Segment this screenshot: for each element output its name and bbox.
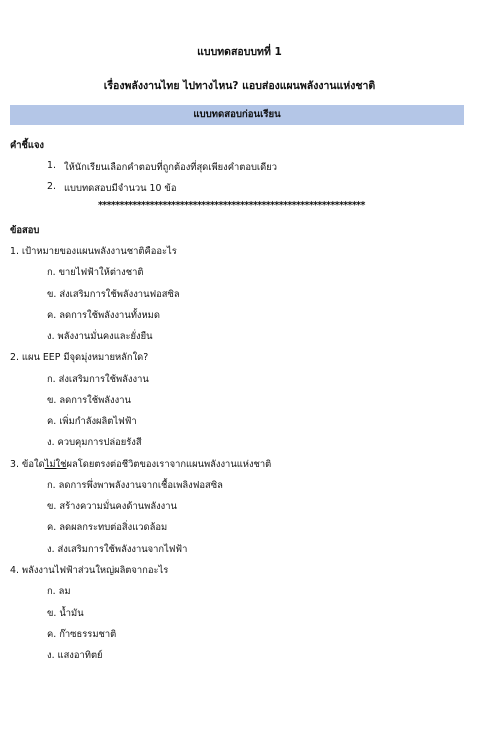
- instruction-text: แบบทดสอบมีจำนวน 10 ข้อ: [64, 183, 177, 194]
- question-3: [10, 457, 271, 472]
- instruction-number: 2.: [47, 181, 56, 192]
- question-3-emphasis: ไม่ใช่: [44, 459, 67, 470]
- question-4-option-c: ค. ก๊าซธรรมชาติ: [47, 629, 117, 640]
- question-3-option-d: ง. ส่งเสริมการใช้พลังงานจากไฟฟ้า: [47, 544, 188, 555]
- question-2: 2. แผน EEP มีจุดมุ่งหมายหลักใด?: [10, 352, 149, 363]
- question-1-option-a: ก. ขายไฟฟ้าให้ต่างชาติ: [47, 267, 144, 278]
- question-3-suffix: ผลโดยตรงต่อชีวิตของเราจากแผนพลังงานแห่งชาติ: [66, 459, 272, 470]
- question-1-option-d: ง. พลังงานมั่นคงและยั่งยืน: [47, 331, 153, 342]
- question-3-option-a: ก. ลดการพึ่งพาพลังงานจากเชื้อเพลิงฟอสซิล: [47, 480, 223, 491]
- instructions-heading: คำชี้แจง: [10, 140, 45, 151]
- instruction-number: 1.: [47, 160, 56, 171]
- question-3-option-c: ค. ลดผลกระทบต่อสิ่งแวดล้อม: [47, 522, 168, 533]
- section-band: แบบทดสอบก่อนเรียน: [10, 105, 464, 125]
- question-2-option-b: ข. ลดการใช้พลังงาน: [47, 395, 131, 406]
- document-subtitle: เรื่องพลังงานไทย ไปทางไหน? แอบส่องแผนพลังงานแห่งชาติ: [103, 80, 376, 92]
- question-2-option-d: ง. ควบคุมการปล่อยรังสี: [47, 437, 142, 448]
- question-4-option-a: ก. ลม: [47, 586, 71, 597]
- question-1-option-b: ข. ส่งเสริมการใช้พลังงานฟอสซิล: [47, 289, 180, 300]
- question-3-prefix: 3. ข้อใด: [10, 459, 45, 470]
- question-1-option-c: ค. ลดการใช้พลังงานทั้งหมด: [47, 310, 160, 321]
- question-2-option-c: ค. เพิ่มกำลังผลิตไฟฟ้า: [47, 416, 137, 427]
- question-4-option-b: ข. น้ำมัน: [47, 608, 84, 619]
- question-2-option-a: ก. ส่งเสริมการใช้พลังงาน: [47, 374, 149, 385]
- question-4: 4. พลังงานไฟฟ้าส่วนใหญ่ผลิตจากอะไร: [10, 565, 169, 576]
- question-1: 1. เป้าหมายของแผนพลังงานชาติคืออะไร: [10, 246, 177, 257]
- questions-heading: ข้อสอบ: [10, 225, 40, 236]
- question-4-option-d: ง. แสงอาทิตย์: [47, 650, 103, 661]
- question-3-option-b: ข. สร้างความมั่นคงด้านพลังงาน: [47, 501, 177, 512]
- document-title: แบบทดสอบบทที่ 1: [197, 46, 282, 58]
- separator-stars: **************************************************************: [98, 200, 365, 211]
- instruction-text: ให้นักเรียนเลือกคำตอบที่ถูกต้องที่สุดเพียงคำตอบเดียว: [64, 162, 277, 173]
